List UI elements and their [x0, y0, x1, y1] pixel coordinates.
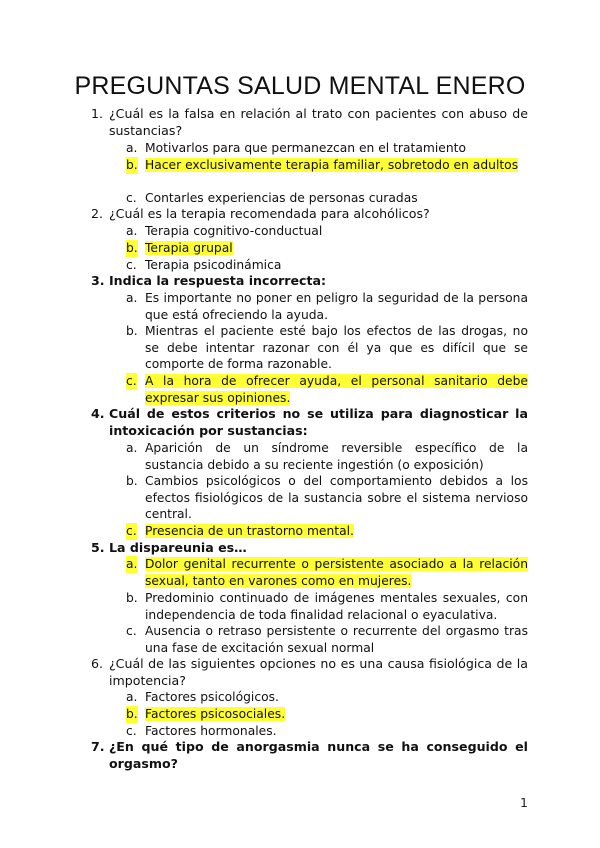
question-1-option-a	[126, 140, 528, 157]
option-letter: b.	[126, 241, 138, 255]
question-2-option-a	[126, 223, 528, 240]
option-letter: b.	[126, 324, 138, 338]
question-6-option-a	[126, 689, 528, 706]
question-number: 4.	[91, 406, 105, 421]
option-text: Predominio continuado de imágenes mentales sexuales, con independencia de toda finalidad relacional o eyaculativa.	[145, 591, 528, 622]
question-5-option-a	[126, 556, 528, 589]
option-text: Es importante no poner en peligro la seguridad de la persona que está ofreciendo la ayuda.	[145, 291, 528, 322]
question-5-option-b	[126, 590, 528, 623]
page-number: 1	[520, 795, 528, 810]
option-text: Motivarlos para que permanezcan en el tratamiento	[145, 141, 466, 155]
option-letter: b.	[126, 158, 138, 172]
question-number: 1.	[91, 106, 104, 121]
option-letter: c.	[126, 191, 137, 205]
question-number: 2.	[91, 206, 104, 221]
option-letter: b.	[126, 707, 138, 721]
question-5-option-c	[126, 623, 528, 656]
option-text: Aparición de un síndrome reversible específico de la sustancia debido a su reciente ingestión (o exposición)	[145, 441, 528, 472]
question-4-option-a	[126, 440, 528, 473]
question-5	[91, 540, 528, 557]
option-letter: a.	[126, 141, 138, 155]
question-text: Indica la respuesta incorrecta:	[109, 273, 327, 288]
option-text-highlighted: Dolor genital recurrente o persistente asociado a la relación sexual, tanto en varones como en mujeres.	[145, 557, 528, 588]
question-text: ¿Cuál es la falsa en relación al trato con pacientes con abuso de sustancias?	[109, 106, 528, 138]
question-number: 5.	[91, 540, 105, 555]
question-text: ¿Cuál de las siguientes opciones no es una causa fisiológica de la impotencia?	[109, 656, 528, 688]
option-text-highlighted: Factores psicosociales.	[145, 707, 286, 721]
question-3-option-b	[126, 323, 528, 373]
question-4-option-b	[126, 473, 528, 523]
option-letter: a.	[126, 224, 138, 238]
question-text: La dispareunia es…	[109, 540, 247, 555]
question-6-option-b	[126, 706, 528, 723]
option-text: Factores hormonales.	[145, 724, 277, 738]
page-title: PREGUNTAS SALUD MENTAL ENERO	[74, 72, 526, 100]
option-text: Terapia psicodinámica	[145, 258, 282, 272]
option-text-highlighted: Terapia grupal	[145, 241, 233, 255]
question-1-option-b	[126, 157, 528, 174]
option-text: Mientras el paciente esté bajo los efectos de las drogas, no se debe intentar razonar con él ya que es difícil que se comporte de forma razonable.	[145, 324, 528, 372]
question-text: ¿Cuál es la terapia recomendada para alcohólicos?	[109, 206, 430, 221]
option-letter: a.	[126, 557, 138, 571]
question-7	[91, 739, 528, 773]
question-3	[91, 273, 528, 290]
option-text: Factores psicológicos.	[145, 690, 279, 704]
option-text: Terapia cognitivo-conductual	[145, 224, 323, 238]
question-number: 6.	[91, 656, 104, 671]
question-2	[91, 206, 528, 223]
question-text: ¿En qué tipo de anorgasmia nunca se ha conseguido el orgasmo?	[109, 739, 528, 771]
option-letter: b.	[126, 474, 138, 488]
option-letter: c.	[126, 374, 137, 388]
question-6	[91, 656, 528, 690]
question-2-option-c	[126, 257, 528, 274]
option-text-highlighted: Hacer exclusivamente terapia familiar, sobretodo en adultos	[145, 158, 519, 172]
question-text: Cuál de estos criterios no se utiliza para diagnosticar la intoxicación por sustancias:	[109, 406, 528, 438]
question-4	[91, 406, 528, 440]
question-2-option-b	[126, 240, 528, 257]
option-letter: a.	[126, 441, 138, 455]
question-6-option-c	[126, 723, 528, 740]
option-letter: c.	[126, 524, 137, 538]
option-letter: c.	[126, 624, 137, 638]
option-letter: c.	[126, 258, 137, 272]
option-letter: c.	[126, 724, 137, 738]
question-4-option-c	[126, 523, 528, 540]
option-text-highlighted: A la hora de ofrecer ayuda, el personal sanitario debe expresar sus opiniones.	[145, 374, 528, 405]
option-text: Cambios psicológicos o del comportamiento debidos a los efectos fisiológicos de la sustancia sobre el sistema nervioso central.	[145, 474, 528, 522]
option-letter: a.	[126, 690, 138, 704]
question-3-option-c	[126, 373, 528, 406]
question-3-option-a	[126, 290, 528, 323]
question-number: 3.	[91, 273, 105, 288]
question-1	[91, 106, 528, 140]
question-1-option-c	[126, 190, 528, 207]
option-letter: b.	[126, 591, 138, 605]
option-text-highlighted: Presencia de un trastorno mental.	[145, 524, 354, 538]
option-text: Ausencia o retraso persistente o recurrente del orgasmo tras una fase de excitación sexual normal	[145, 624, 528, 655]
option-letter: a.	[126, 291, 138, 305]
question-number: 7.	[91, 739, 105, 754]
option-text: Contarles experiencias de personas curadas	[145, 191, 418, 205]
